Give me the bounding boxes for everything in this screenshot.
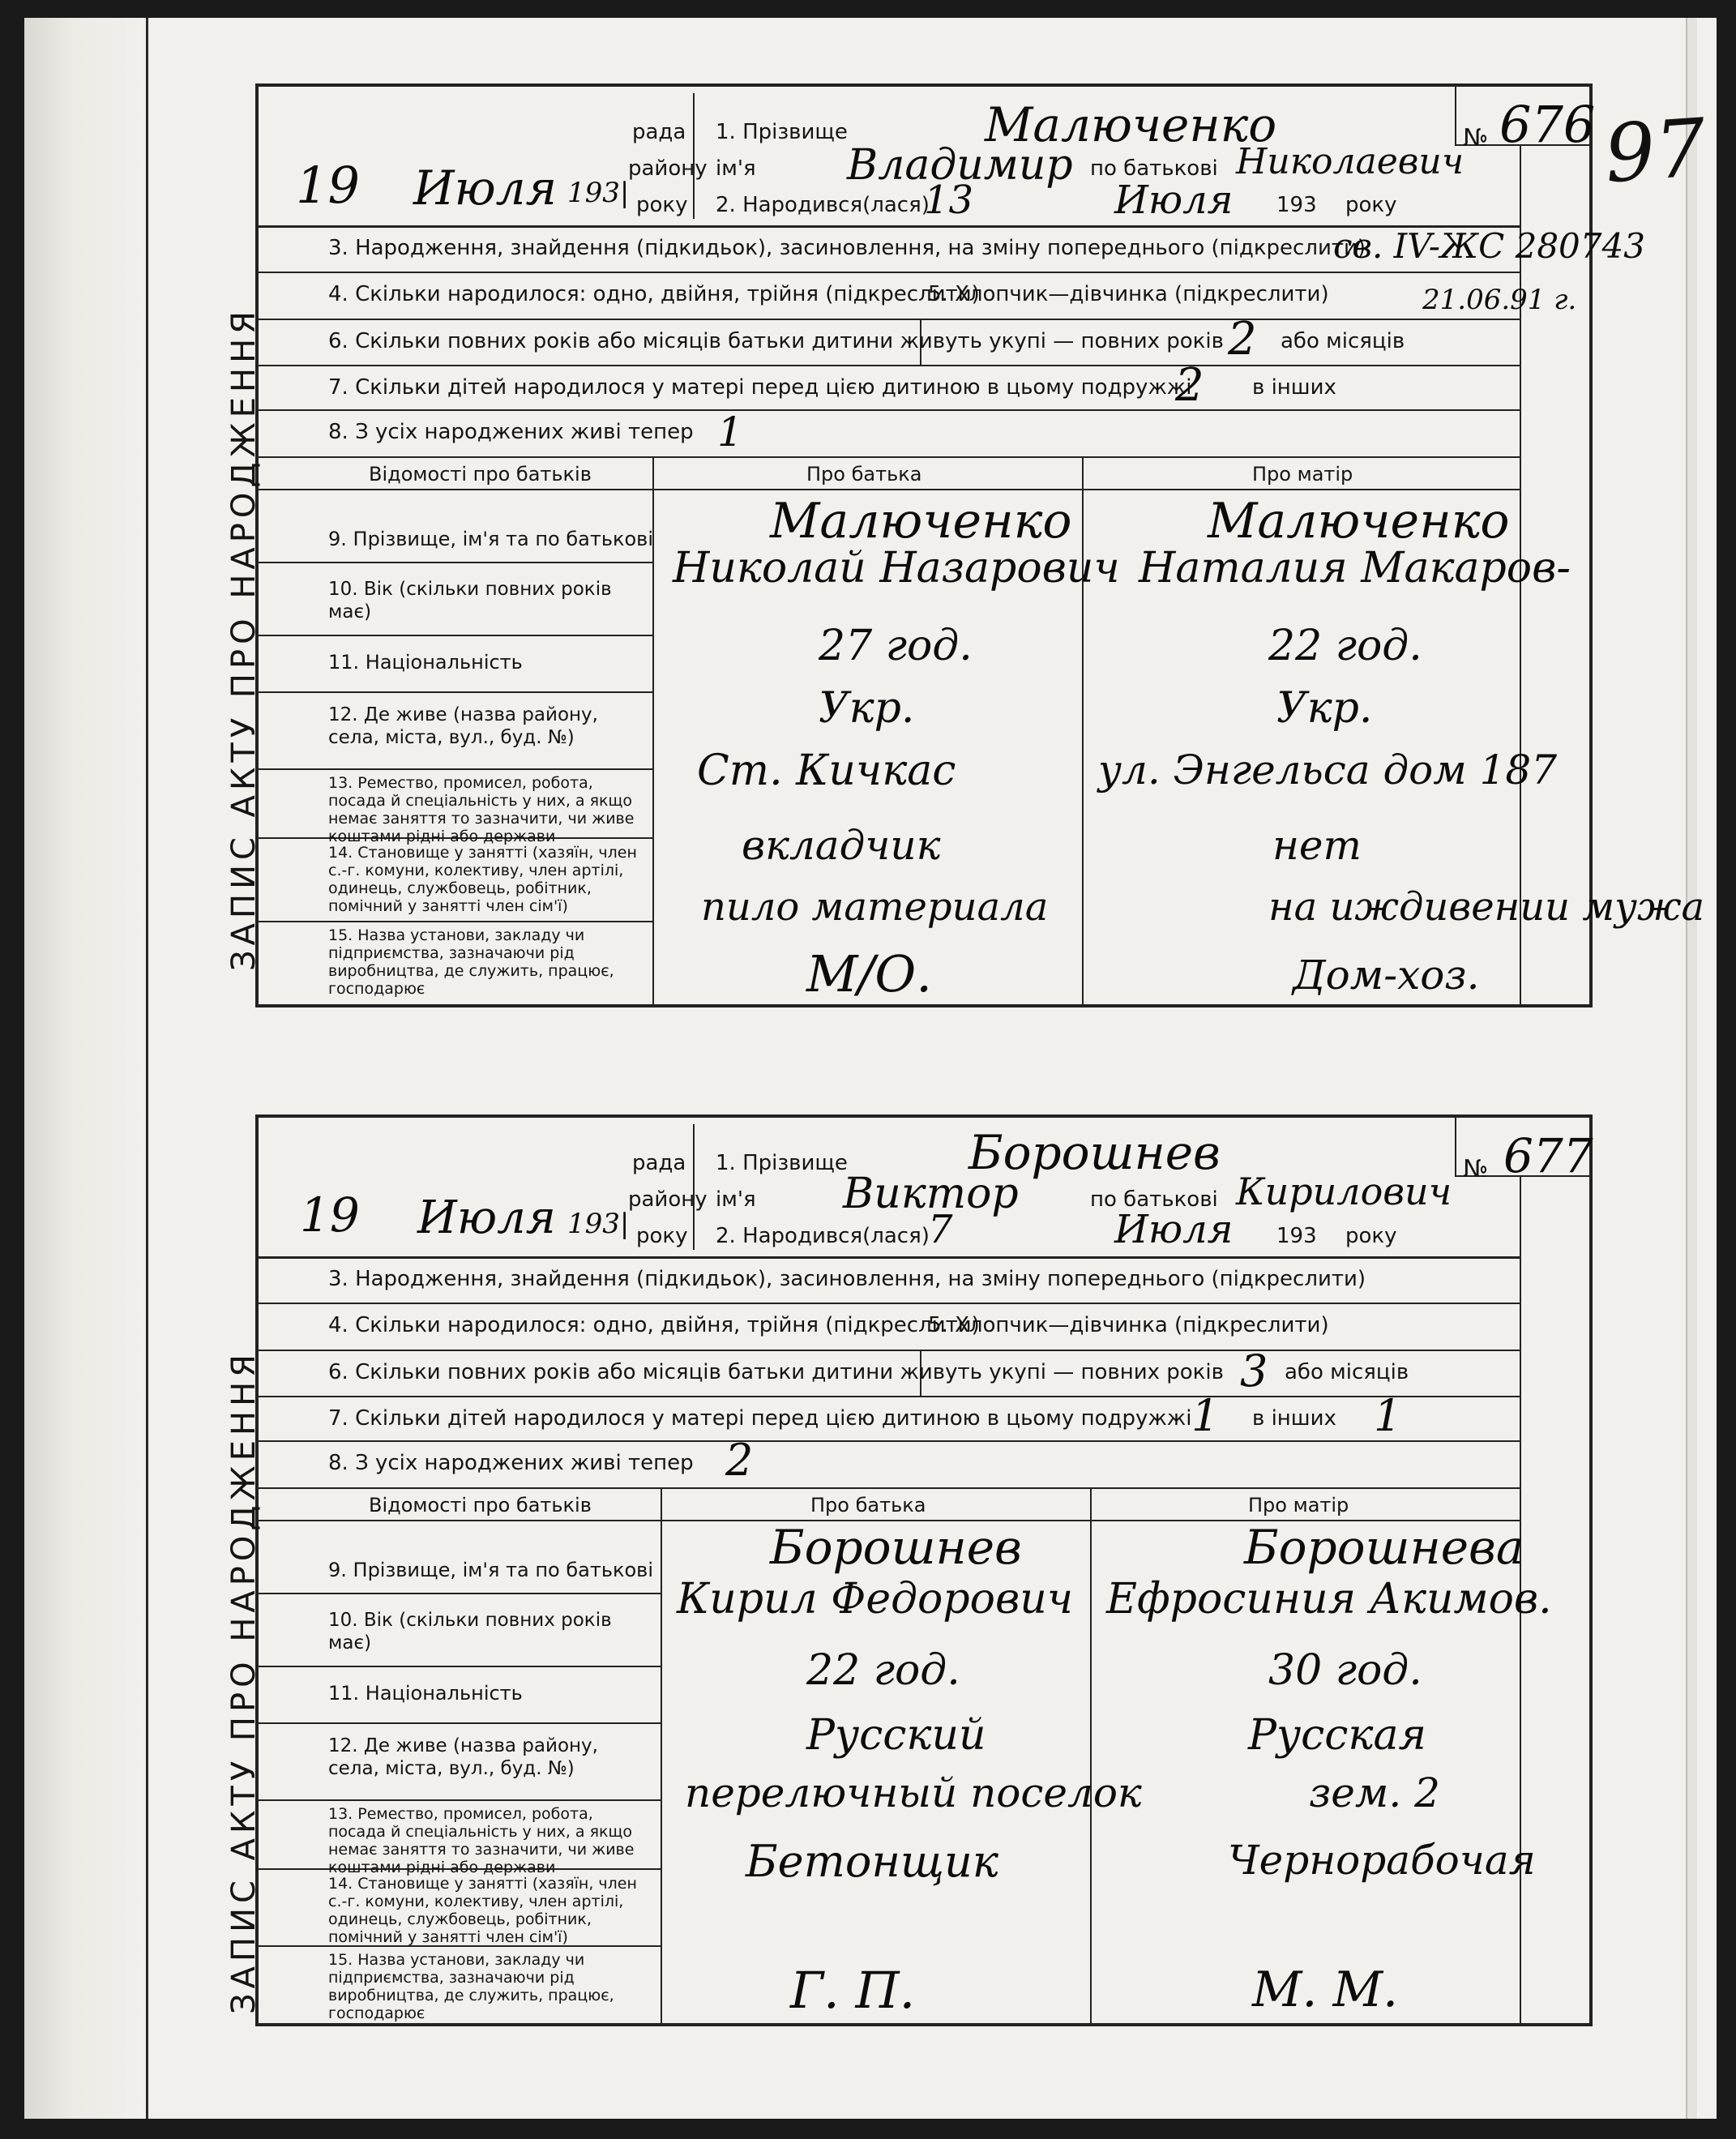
born-label: 2. Народився(лася): [716, 193, 930, 217]
first-name-value: Виктор: [843, 1170, 1019, 1218]
parents-header: Відомості про батьків: [369, 463, 592, 486]
father-nationality: Русский: [806, 1711, 986, 1760]
mother-surname: Борошнева: [1244, 1520, 1524, 1575]
father-surname: Борошнев: [770, 1520, 1022, 1575]
birth-year-print: 193: [1276, 1224, 1317, 1248]
field-10-label: 10. Вік (скільки повних років має): [328, 579, 612, 622]
father-name: Николай Назарович: [673, 544, 1120, 593]
number-sign: №: [1463, 124, 1489, 152]
reg-day: 19: [300, 1187, 360, 1243]
reg-month: Июля: [413, 160, 557, 216]
birth-day-value: 7: [928, 1207, 953, 1252]
parents-header: Відомості про батьків: [369, 1494, 592, 1517]
field-6-months: або місяців: [1285, 1360, 1409, 1384]
rule: [255, 456, 1520, 458]
mother-age: 30 год.: [1268, 1646, 1422, 1695]
rule: [255, 1440, 1520, 1442]
rule: [255, 1593, 661, 1594]
roku-label: року: [636, 193, 688, 217]
surname-label: 1. Прізвище: [716, 1151, 848, 1175]
mother-nationality: Укр.: [1276, 684, 1373, 733]
reg-day: 19: [296, 156, 360, 215]
field-12-label: 12. Де живе (назва району, села, міста, вул., буд. №): [328, 1735, 598, 1779]
father-header: Про батька: [810, 1494, 926, 1517]
record-number: 676: [1499, 95, 1596, 154]
father-position: пило материала: [701, 884, 1049, 930]
birth-year-print: 193: [1276, 193, 1317, 217]
father-age: 27 год.: [819, 622, 973, 670]
field-9-label: 9. Прізвище, ім'я та по батькові: [328, 1559, 653, 1581]
page-edge: [1686, 18, 1697, 2119]
birth-record-2: [225, 1114, 1593, 2026]
rule: [255, 1666, 661, 1667]
field-3-label: 3. Народження, знайдення (підкидьок), засиновлення, на зміну попереднього (підкреслити): [328, 236, 1366, 260]
rule: [255, 409, 1520, 411]
field-7-other: в інших: [1252, 375, 1336, 400]
father-residence: Ст. Кичкас: [697, 747, 956, 795]
father-workplace: Г. П.: [790, 1961, 916, 2020]
father-occupation: Бетонщик: [746, 1836, 999, 1887]
field-11-label: 11. Національність: [328, 651, 523, 674]
birth-month-value: Июля: [1114, 1207, 1234, 1252]
patronymic-value: Кирилович: [1236, 1170, 1452, 1213]
rule: [1455, 83, 1456, 144]
margin-note-1: св. IV-ЖС 280743: [1333, 226, 1645, 266]
mother-residence: ул. Энгельса дом 187: [1098, 747, 1558, 794]
field-5-label: 5. Хлопчик—дівчинка (підкреслити): [928, 1313, 1329, 1337]
surname-label: 1. Прізвище: [716, 120, 848, 144]
rule: [661, 1487, 662, 2026]
rule: [255, 319, 1520, 320]
rada-label: рада: [632, 1151, 686, 1175]
page-number: 97: [1601, 101, 1709, 202]
mother-occupation: нет: [1272, 822, 1362, 869]
mother-header: Про матір: [1248, 1494, 1349, 1517]
rule: [255, 768, 652, 770]
father-nationality: Укр.: [819, 684, 915, 733]
birth-month-value: Июля: [1114, 178, 1234, 223]
field-7-label: 7. Скільки дітей народилося у матері перед цією дитиною в цьому подружжі: [328, 375, 1192, 400]
field-11-label: 11. Національність: [328, 1682, 523, 1705]
mother-workplace: М. М.: [1252, 1961, 1399, 2018]
birth-roku-label: року: [1345, 193, 1397, 217]
rule: [255, 365, 1520, 366]
patronymic-value: Николаевич: [1236, 141, 1464, 182]
mother-name: Наталия Макаров-: [1139, 544, 1571, 593]
field-15-label: 15. Назва установи, закладу чи підприємства, зазначаючи рід виробництва, де служить, працює, господарює: [328, 926, 614, 998]
side-title: ЗАПИС АКТУ ПРО НАРОДЖЕННЯ: [225, 306, 263, 971]
field-14-label: 14. Становище у занятті (хазяїн, член с.-г. комуни, колективу, член артілі, одинець, службовець, робітник, помічний у занятті член сім'ї): [328, 1875, 637, 1946]
rule: [255, 1799, 661, 1801]
father-occupation: вкладчик: [742, 822, 941, 869]
rule: [255, 1722, 661, 1724]
rule: [255, 1350, 1520, 1351]
field-6-months: або місяців: [1281, 329, 1405, 353]
mother-header: Про матір: [1252, 463, 1353, 486]
rule: [255, 1487, 1520, 1489]
children-other: 1: [1374, 1390, 1402, 1441]
reg-year: 193|: [567, 177, 630, 209]
mother-position: на иждивении мужа: [1268, 884, 1705, 930]
father-residence: перелючный поселок: [685, 1769, 1142, 1816]
field-10-label: 10. Вік (скільки повних років має): [328, 1610, 612, 1653]
margin-note-2: 21.06.91 г.: [1422, 284, 1577, 316]
surname-value: Борошнев: [968, 1125, 1221, 1180]
field-4-label: 4. Скільки народилося: одно, двійня, трійня (підкреслити): [328, 1313, 980, 1337]
field-5-label: 5. Хлопчик—дівчинка (підкреслити): [928, 282, 1329, 306]
field-6-label: 6. Скільки повних років або місяців батьки дитини живуть укупі — повних років: [328, 1360, 1224, 1384]
rule: [1455, 1114, 1456, 1175]
reg-year: 193|: [567, 1208, 630, 1240]
raionu-label: району: [628, 156, 708, 181]
birth-day-value: 13: [924, 178, 974, 223]
rule: [255, 1256, 1520, 1259]
years-together: 2: [1228, 313, 1257, 366]
mother-nationality: Русская: [1248, 1711, 1426, 1760]
surname-value: Малюченко: [985, 97, 1277, 152]
father-name: Кирил Федорович: [677, 1575, 1074, 1624]
field-9-label: 9. Прізвище, ім'я та по батькові: [328, 528, 653, 550]
field-7-other: в інших: [1252, 1406, 1336, 1431]
father-surname: Малюченко: [770, 493, 1072, 550]
patronymic-label: по батькові: [1090, 1187, 1218, 1212]
rule: [255, 272, 1520, 273]
field-13-label: 13. Ремество, промисел, робота, посада й спеціальність у них, а якщо немає заняття то зазначити, чи живе коштами рідні або держави: [328, 1805, 635, 1876]
rule: [255, 562, 652, 563]
mother-occupation: Чернорабочая: [1228, 1837, 1536, 1884]
born-label: 2. Народився(лася): [716, 1224, 930, 1248]
number-sign: №: [1463, 1155, 1489, 1183]
name-label: ім'я: [716, 156, 756, 181]
children-before: 1: [1191, 1390, 1220, 1441]
first-name-value: Владимир: [847, 141, 1073, 190]
father-age: 22 год.: [806, 1646, 960, 1695]
rule: [255, 691, 652, 693]
mother-workplace: Дом-хоз.: [1293, 952, 1480, 999]
raionu-label: району: [628, 1187, 708, 1212]
patronymic-label: по батькові: [1090, 156, 1218, 181]
rule: [255, 225, 1520, 228]
rule: [255, 921, 652, 922]
field-14-label: 14. Становище у занятті (хазяїн, член с.-г. комуни, колективу, член артілі, одинець, службовець, робітник, помічний у занятті член сім'ї): [328, 844, 637, 915]
mother-age: 22 год.: [1268, 622, 1422, 670]
field-8-label: 8. З усіх народжених живі тепер: [328, 1451, 694, 1475]
years-together: 3: [1240, 1345, 1268, 1397]
field-12-label: 12. Де живе (назва району, села, міста, вул., буд. №): [328, 704, 598, 748]
father-header: Про батька: [806, 463, 922, 486]
field-8-label: 8. З усіх народжених живі тепер: [328, 420, 694, 444]
children-alive: 2: [725, 1435, 754, 1486]
rule: [1090, 1487, 1092, 2026]
mother-name: Ефросиния Акимов.: [1106, 1575, 1552, 1624]
field-6-label: 6. Скільки повних років або місяців батьки дитини живуть укупі — повних років: [328, 329, 1224, 353]
mother-surname: Малюченко: [1208, 493, 1510, 550]
rule: [255, 489, 1520, 490]
rule: [255, 1396, 1520, 1397]
binding-spine: [24, 18, 148, 2119]
children-alive: 1: [717, 409, 743, 456]
field-3-label: 3. Народження, знайдення (підкидьок), засиновлення, на зміну попереднього (підкреслити): [328, 1267, 1366, 1291]
field-7-label: 7. Скільки дітей народилося у матері перед цією дитиною в цьому подружжі: [328, 1406, 1192, 1431]
rada-label: рада: [632, 120, 686, 144]
children-before: 2: [1175, 359, 1204, 412]
field-15-label: 15. Назва установи, закладу чи підприємства, зазначаючи рід виробництва, де служить, працює, господарює: [328, 1951, 614, 2022]
roku-label: року: [636, 1224, 688, 1248]
father-workplace: М/О.: [806, 944, 932, 1003]
name-label: ім'я: [716, 1187, 756, 1212]
side-title: ЗАПИС АКТУ ПРО НАРОДЖЕННЯ: [225, 1350, 263, 2014]
birth-roku-label: року: [1345, 1224, 1397, 1248]
field-4-label: 4. Скільки народилося: одно, двійня, трійня (підкреслити): [328, 282, 980, 306]
field-13-label: 13. Ремество, промисел, робота, посада й спеціальність у них, а якщо немає заняття то зазначити, чи живе коштами рідні або держави: [328, 774, 635, 845]
mother-residence: зем. 2: [1309, 1769, 1440, 1816]
rule: [1082, 456, 1084, 1007]
rule: [255, 1303, 1520, 1304]
record-number: 677: [1503, 1128, 1593, 1183]
reg-month: Июля: [417, 1191, 556, 1244]
rule: [255, 635, 652, 636]
